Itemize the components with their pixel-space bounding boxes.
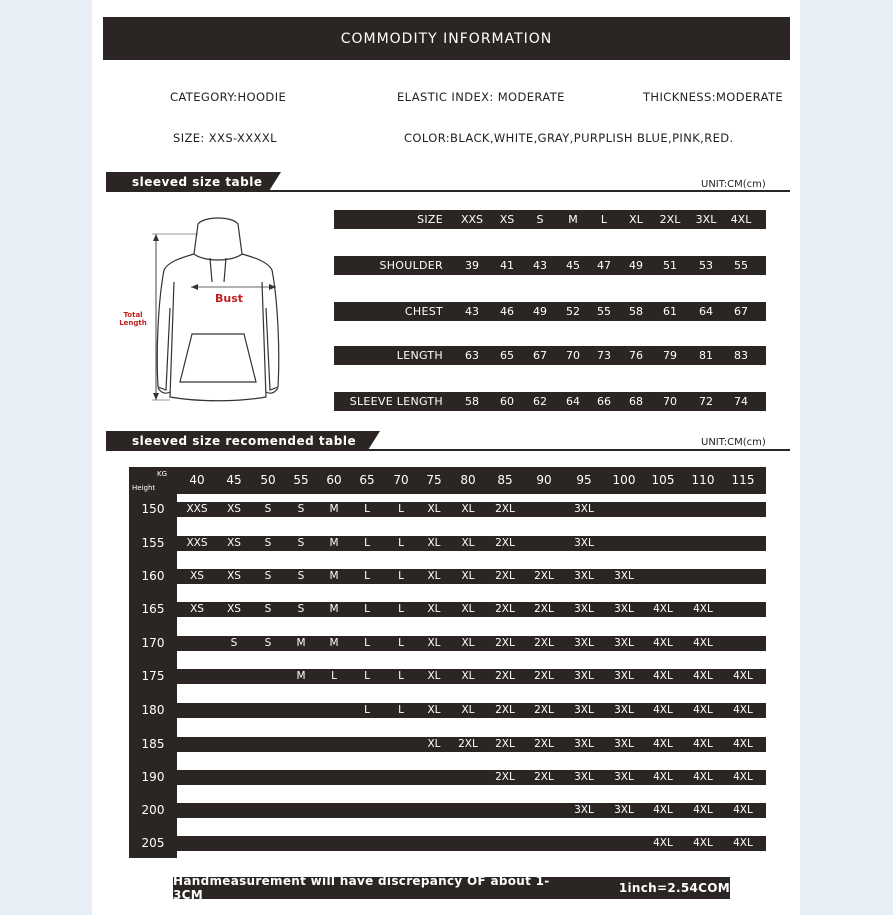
recommended-size-cell: XL xyxy=(427,704,441,716)
recommended-size-cell: L xyxy=(364,537,370,549)
size-cell: 62 xyxy=(533,395,547,408)
recommend-table-section-tab xyxy=(106,431,368,450)
table-row xyxy=(177,569,766,584)
recommended-size-cell: L xyxy=(364,670,370,682)
recommended-size-cell: L xyxy=(398,637,404,649)
recommended-size-cell: L xyxy=(398,570,404,582)
recommended-size-cell: 4XL xyxy=(693,804,713,816)
recommended-size-cell: XS xyxy=(227,603,241,615)
recommended-size-cell: XL xyxy=(461,503,475,515)
recommended-size-cell: 3XL xyxy=(574,637,594,649)
height-value: 150 xyxy=(141,502,165,516)
recommended-size-cell: M xyxy=(329,570,339,582)
recommended-size-cell: XL xyxy=(461,637,475,649)
recommended-size-cell: XL xyxy=(427,603,441,615)
weight-header-cell: 110 xyxy=(691,473,715,487)
thickness-info: THICKNESS:MODERATE xyxy=(643,90,784,104)
size-cell: 45 xyxy=(566,259,580,272)
recommended-size-cell: XS xyxy=(190,570,204,582)
recommended-size-cell: 3XL xyxy=(614,771,634,783)
size-cell: 52 xyxy=(566,305,580,318)
weight-header-cell: 45 xyxy=(226,473,242,487)
size-cell: 76 xyxy=(629,349,643,362)
recommended-size-cell: 2XL xyxy=(495,603,515,615)
height-value: 170 xyxy=(141,636,165,650)
recommended-size-cell: M xyxy=(296,670,306,682)
recommended-size-cell: 2XL xyxy=(495,738,515,750)
section-divider xyxy=(106,190,790,192)
size-cell: 46 xyxy=(500,305,514,318)
table-row xyxy=(177,770,766,785)
table-row xyxy=(177,803,766,818)
recommended-size-cell: 3XL xyxy=(574,503,594,515)
recommended-size-cell: 2XL xyxy=(495,503,515,515)
elastic-index-info: ELASTIC INDEX: MODERATE xyxy=(397,90,565,104)
height-value: 185 xyxy=(141,737,165,751)
size-cell: 60 xyxy=(500,395,514,408)
recommended-size-cell: 4XL xyxy=(693,670,713,682)
size-cell: 65 xyxy=(500,349,514,362)
table-row xyxy=(177,836,766,851)
recommended-size-cell: M xyxy=(329,637,339,649)
height-value: 190 xyxy=(141,770,165,784)
recommended-size-cell: S xyxy=(264,503,272,515)
size-cell: XL xyxy=(629,213,643,226)
recommended-size-cell: 3XL xyxy=(614,603,634,615)
page-title: COMMODITY INFORMATION xyxy=(340,30,553,47)
recommended-size-cell: 3XL xyxy=(574,670,594,682)
size-cell: XXS xyxy=(460,213,484,226)
recommended-size-cell: XL xyxy=(461,603,475,615)
color-info: COLOR:BLACK,WHITE,GRAY,PURPLISH BLUE,PINK,RED. xyxy=(404,131,734,145)
weight-header-cell: 100 xyxy=(612,473,636,487)
recommended-size-cell: L xyxy=(364,503,370,515)
recommended-size-cell: 2XL xyxy=(495,637,515,649)
recommended-size-cell: 4XL xyxy=(733,670,753,682)
recommended-size-cell: 2XL xyxy=(534,670,554,682)
kg-label: KG xyxy=(157,470,168,478)
recommended-size-cell: 4XL xyxy=(733,837,753,849)
size-cell: 83 xyxy=(734,349,748,362)
total-length-label: Total Length xyxy=(119,311,147,327)
recommended-size-cell: XL xyxy=(427,570,441,582)
recommended-size-cell: 4XL xyxy=(653,603,673,615)
recommended-size-cell: 4XL xyxy=(693,837,713,849)
recommended-size-cell: 3XL xyxy=(574,738,594,750)
recommended-size-cell: 3XL xyxy=(574,570,594,582)
recommended-size-cell: 4XL xyxy=(653,837,673,849)
size-cell: 43 xyxy=(533,259,547,272)
recommended-size-cell: 2XL xyxy=(534,771,554,783)
size-table-section-label: sleeved size table xyxy=(132,174,263,189)
size-cell: 63 xyxy=(465,349,479,362)
recommended-size-cell: 4XL xyxy=(653,738,673,750)
recommended-size-cell: 4XL xyxy=(693,704,713,716)
size-cell: 64 xyxy=(699,305,713,318)
recommended-size-cell: S xyxy=(297,603,305,615)
recommended-size-cell: XL xyxy=(427,670,441,682)
recommended-size-cell: S xyxy=(264,637,272,649)
recommended-size-cell: M xyxy=(329,603,339,615)
recommended-size-cell: 4XL xyxy=(693,771,713,783)
size-row-length xyxy=(334,346,766,365)
recommended-size-cell: 2XL xyxy=(534,738,554,750)
recommended-size-cell: 2XL xyxy=(534,603,554,615)
size-cell: 67 xyxy=(734,305,748,318)
table-row xyxy=(177,602,766,617)
recommended-size-cell: 3XL xyxy=(574,804,594,816)
recommended-size-cell: M xyxy=(296,637,306,649)
weight-header-cell: 65 xyxy=(359,473,375,487)
size-cell: XS xyxy=(499,213,515,226)
size-cell: 70 xyxy=(566,349,580,362)
recommended-size-cell: 4XL xyxy=(653,637,673,649)
size-cell: 4XL xyxy=(730,213,752,226)
recommended-size-cell: 3XL xyxy=(574,603,594,615)
recommended-size-cell: S xyxy=(264,537,272,549)
size-cell: 72 xyxy=(699,395,713,408)
size-cell: 67 xyxy=(533,349,547,362)
recommended-size-cell: L xyxy=(364,704,370,716)
size-cell: 49 xyxy=(533,305,547,318)
height-value: 175 xyxy=(141,669,165,683)
height-value: 155 xyxy=(141,536,165,550)
table-row xyxy=(177,636,766,651)
height-value: 160 xyxy=(141,569,165,583)
size-cell: 64 xyxy=(566,395,580,408)
recommended-size-cell: XL xyxy=(427,537,441,549)
recommended-size-cell: L xyxy=(398,603,404,615)
weight-header-cell: 55 xyxy=(293,473,309,487)
size-cell: 74 xyxy=(734,395,748,408)
size-cell: 51 xyxy=(663,259,677,272)
footer-note-bar xyxy=(173,874,730,902)
recommended-size-cell: 3XL xyxy=(614,670,634,682)
recommended-size-cell: XS xyxy=(227,537,241,549)
recommended-size-cell: 4XL xyxy=(733,771,753,783)
recommended-size-cell: L xyxy=(398,537,404,549)
recommended-size-cell: 3XL xyxy=(574,771,594,783)
table-row xyxy=(177,737,766,752)
recommend-table-section-label: sleeved size recomended table xyxy=(132,433,357,448)
recommended-size-cell: XL xyxy=(461,704,475,716)
hoodie-illustration-icon xyxy=(118,212,318,412)
size-cell: 55 xyxy=(597,305,611,318)
measurement-note: Handmeasurement will have discrepancy OF about 1-3CM xyxy=(173,874,550,902)
size-cell: 43 xyxy=(465,305,479,318)
recommended-size-cell: 2XL xyxy=(495,670,515,682)
height-label: Height xyxy=(132,484,156,492)
recommended-size-cell: 2XL xyxy=(495,570,515,582)
recommend-table-unit: UNIT:CM(cm) xyxy=(701,437,766,448)
size-row-shoulder xyxy=(334,256,766,275)
recommended-size-cell: XL xyxy=(461,570,475,582)
recommended-size-cell: S xyxy=(264,603,272,615)
recommended-size-cell: 3XL xyxy=(614,804,634,816)
size-cell: 53 xyxy=(699,259,713,272)
recommended-size-cell: L xyxy=(331,670,337,682)
recommended-size-cell: 4XL xyxy=(733,738,753,750)
recommended-size-cell: XS xyxy=(227,570,241,582)
weight-header-cell: 105 xyxy=(651,473,675,487)
recommended-size-cell: XL xyxy=(427,738,441,750)
recommended-size-cell: XS xyxy=(227,503,241,515)
size-row-label: LENGTH xyxy=(396,349,443,362)
height-value: 180 xyxy=(141,703,165,717)
size-cell: 47 xyxy=(597,259,611,272)
size-row-label: SLEEVE LENGTH xyxy=(349,395,443,408)
recommended-size-cell: XL xyxy=(461,537,475,549)
recommended-size-cell: L xyxy=(364,570,370,582)
recommended-size-cell: 2XL xyxy=(534,704,554,716)
recommended-size-cell: S xyxy=(297,503,305,515)
recommended-size-cell: S xyxy=(264,570,272,582)
section-divider xyxy=(106,449,790,451)
size-cell: 79 xyxy=(663,349,677,362)
recommended-size-cell: L xyxy=(364,603,370,615)
recommended-size-cell: S xyxy=(297,537,305,549)
height-value: 200 xyxy=(141,803,165,817)
recommended-size-cell: 4XL xyxy=(693,603,713,615)
recommended-size-cell: XL xyxy=(427,503,441,515)
size-cell: 61 xyxy=(663,305,677,318)
recommended-size-cell: 4XL xyxy=(733,704,753,716)
recommended-size-cell: XL xyxy=(427,637,441,649)
recommended-size-cell: 3XL xyxy=(574,537,594,549)
height-column xyxy=(129,467,177,858)
recommended-size-cell: 2XL xyxy=(534,570,554,582)
weight-header-cell: 95 xyxy=(576,473,592,487)
size-cell: 49 xyxy=(629,259,643,272)
table-row xyxy=(177,669,766,684)
size-cell: 81 xyxy=(699,349,713,362)
size-cell: 68 xyxy=(629,395,643,408)
recommended-size-cell: 2XL xyxy=(495,704,515,716)
size-table-unit: UNIT:CM(cm) xyxy=(701,179,766,190)
size-row-chest xyxy=(334,302,766,321)
weight-header-cell: 50 xyxy=(260,473,276,487)
weight-header-cell: 40 xyxy=(189,473,205,487)
size-row-label: SHOULDER xyxy=(379,259,443,272)
size-cell: 58 xyxy=(629,305,643,318)
size-range-info: SIZE: XXS-XXXXL xyxy=(173,131,277,145)
weight-header-row xyxy=(177,467,766,494)
recommended-size-cell: 3XL xyxy=(614,637,634,649)
size-cell: M xyxy=(568,213,578,226)
height-value: 165 xyxy=(141,602,165,616)
recommended-size-cell: 3XL xyxy=(574,704,594,716)
size-row-label: SIZE xyxy=(417,213,443,226)
recommended-size-cell: XXS xyxy=(186,503,208,515)
size-row-sleeve-length xyxy=(334,392,766,411)
recommended-size-cell: 2XL xyxy=(495,771,515,783)
recommended-size-cell: M xyxy=(329,503,339,515)
size-row-size xyxy=(334,210,766,229)
size-cell: 73 xyxy=(597,349,611,362)
size-cell: 41 xyxy=(500,259,514,272)
inch-conversion: 1inch=2.54COM xyxy=(618,881,730,895)
weight-header-cell: 60 xyxy=(326,473,342,487)
table-row xyxy=(177,536,766,551)
size-cell: L xyxy=(600,213,608,226)
recommended-size-cell: L xyxy=(398,503,404,515)
recommended-size-cell: 3XL xyxy=(614,570,634,582)
weight-header-cell: 90 xyxy=(536,473,552,487)
recommended-size-cell: 4XL xyxy=(693,637,713,649)
recommended-size-cell: L xyxy=(398,704,404,716)
recommended-size-cell: 3XL xyxy=(614,738,634,750)
weight-header-cell: 85 xyxy=(497,473,513,487)
weight-header-cell: 70 xyxy=(393,473,409,487)
recommended-size-cell: 4XL xyxy=(653,704,673,716)
recommended-size-cell: XXS xyxy=(186,537,208,549)
recommend-table xyxy=(129,467,766,858)
recommended-size-cell: 4XL xyxy=(653,771,673,783)
recommended-size-cell: 3XL xyxy=(614,704,634,716)
recommended-size-cell: S xyxy=(230,637,238,649)
size-cell: 58 xyxy=(465,395,479,408)
recommended-size-cell: 4XL xyxy=(653,670,673,682)
recommended-size-cell: L xyxy=(398,670,404,682)
recommended-size-cell: S xyxy=(297,570,305,582)
weight-header-cell: 75 xyxy=(426,473,442,487)
recommended-size-cell: 4XL xyxy=(693,738,713,750)
recommended-size-cell: M xyxy=(329,537,339,549)
recommended-size-cell: L xyxy=(364,637,370,649)
category-info: CATEGORY:HOODIE xyxy=(170,90,287,104)
recommended-size-cell: XS xyxy=(190,603,204,615)
recommended-size-cell: XL xyxy=(461,670,475,682)
size-row-label: CHEST xyxy=(404,305,443,318)
recommended-size-cell: 2XL xyxy=(495,537,515,549)
size-cell: 2XL xyxy=(659,213,681,226)
recommended-size-cell: 4XL xyxy=(653,804,673,816)
weight-header-cell: 80 xyxy=(460,473,476,487)
height-value: 205 xyxy=(141,836,165,850)
recommended-size-cell: 4XL xyxy=(733,804,753,816)
size-cell: 70 xyxy=(663,395,677,408)
recommended-size-cell: 2XL xyxy=(534,637,554,649)
commodity-title-bar xyxy=(103,17,790,60)
size-cell: 66 xyxy=(597,395,611,408)
size-cell: 55 xyxy=(734,259,748,272)
recommended-size-cell: 2XL xyxy=(458,738,478,750)
table-row xyxy=(177,502,766,517)
size-cell: S xyxy=(536,213,544,226)
bust-label: Bust xyxy=(215,292,244,305)
size-table-section-tab xyxy=(106,172,269,191)
size-cell: 3XL xyxy=(695,213,717,226)
size-cell: 39 xyxy=(465,259,479,272)
weight-header-cell: 115 xyxy=(731,473,755,487)
table-row xyxy=(177,703,766,718)
